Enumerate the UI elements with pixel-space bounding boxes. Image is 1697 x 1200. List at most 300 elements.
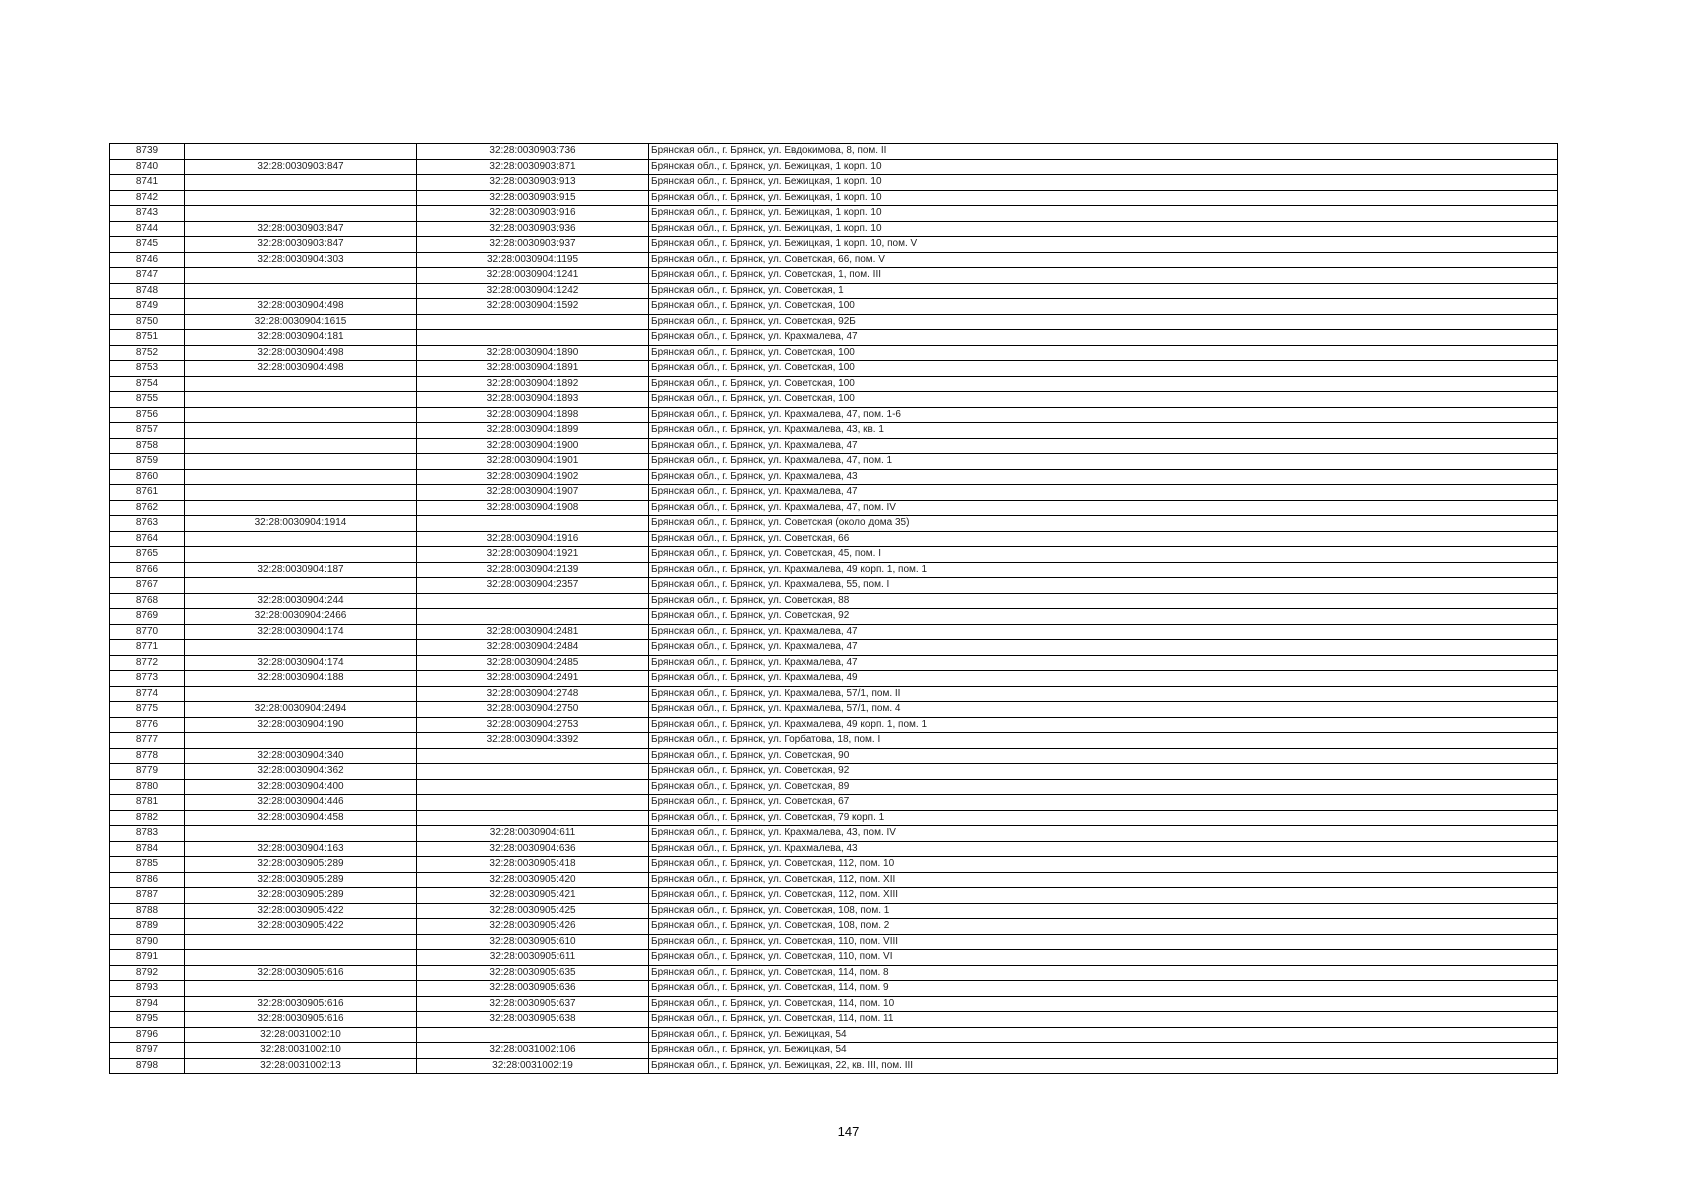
cadastral-number-cell: 32:28:0030905:610 bbox=[417, 934, 649, 950]
cadastral-number-cell: 32:28:0030903:936 bbox=[417, 221, 649, 237]
table-row bbox=[110, 361, 1558, 377]
row-number-cell: 8742 bbox=[110, 190, 185, 206]
address-cell: Брянская обл., г. Брянск, ул. Крахмалева, 47 bbox=[649, 640, 1558, 656]
address-cell: Брянская обл., г. Брянск, ул. Крахмалева, 47 bbox=[649, 330, 1558, 346]
address-cell: Брянская обл., г. Брянск, ул. Бежицкая, 1 корп. 10 bbox=[649, 221, 1558, 237]
cadastral-number-cell: 32:28:0030904:1901 bbox=[417, 454, 649, 470]
row-number-cell: 8754 bbox=[110, 376, 185, 392]
cadastral-number-cell: 32:28:0030903:871 bbox=[417, 159, 649, 175]
cadastral-number-cell: 32:28:0030903:915 bbox=[417, 190, 649, 206]
cadastral-number-cell: 32:28:0030905:638 bbox=[417, 1012, 649, 1028]
table-row bbox=[110, 547, 1558, 563]
address-cell: Брянская обл., г. Брянск, ул. Советская, 110, пом. VIII bbox=[649, 934, 1558, 950]
address-cell: Брянская обл., г. Брянск, ул. Советская, 92 bbox=[649, 764, 1558, 780]
address-cell: Брянская обл., г. Брянск, ул. Советская, 108, пом. 2 bbox=[649, 919, 1558, 935]
parent-cadastral-number-cell: 32:28:0030905:289 bbox=[185, 872, 417, 888]
cadastral-number-cell bbox=[417, 748, 649, 764]
row-number-cell: 8740 bbox=[110, 159, 185, 175]
parent-cadastral-number-cell: 32:28:0030904:244 bbox=[185, 593, 417, 609]
row-number-cell: 8794 bbox=[110, 996, 185, 1012]
cadastral-number-cell: 32:28:0030905:426 bbox=[417, 919, 649, 935]
parent-cadastral-number-cell bbox=[185, 144, 417, 160]
cadastral-number-cell bbox=[417, 795, 649, 811]
address-cell: Брянская обл., г. Брянск, ул. Советская (около дома 35) bbox=[649, 516, 1558, 532]
address-cell: Брянская обл., г. Брянск, ул. Крахмалева, 47 bbox=[649, 438, 1558, 454]
address-cell: Брянская обл., г. Брянск, ул. Бежицкая, 1 корп. 10 bbox=[649, 190, 1558, 206]
address-cell: Брянская обл., г. Брянск, ул. Советская, 112, пом. XII bbox=[649, 872, 1558, 888]
cadastral-number-cell: 32:28:0030904:1242 bbox=[417, 283, 649, 299]
table-row bbox=[110, 872, 1558, 888]
address-cell: Брянская обл., г. Брянск, ул. Крахмалева, 47, пом. 1 bbox=[649, 454, 1558, 470]
cadastral-number-cell bbox=[417, 516, 649, 532]
cadastral-number-cell: 32:28:0030903:937 bbox=[417, 237, 649, 253]
parent-cadastral-number-cell: 32:28:0030904:1914 bbox=[185, 516, 417, 532]
address-cell: Брянская обл., г. Брянск, ул. Крахмалева, 47 bbox=[649, 485, 1558, 501]
cadastral-number-cell: 32:28:0030904:2485 bbox=[417, 655, 649, 671]
page-number: 147 bbox=[837, 1124, 860, 1139]
parent-cadastral-number-cell: 32:28:0030904:188 bbox=[185, 671, 417, 687]
address-cell: Брянская обл., г. Брянск, ул. Бежицкая, 1 корп. 10 bbox=[649, 175, 1558, 191]
row-number-cell: 8768 bbox=[110, 593, 185, 609]
address-cell: Брянская обл., г. Брянск, ул. Советская, 1, пом. III bbox=[649, 268, 1558, 284]
row-number-cell: 8762 bbox=[110, 500, 185, 516]
row-number-cell: 8765 bbox=[110, 547, 185, 563]
table-row bbox=[110, 795, 1558, 811]
parent-cadastral-number-cell: 32:28:0030905:616 bbox=[185, 1012, 417, 1028]
table-row bbox=[110, 268, 1558, 284]
table-row bbox=[110, 996, 1558, 1012]
row-number-cell: 8771 bbox=[110, 640, 185, 656]
table-row bbox=[110, 237, 1558, 253]
parent-cadastral-number-cell: 32:28:0030903:847 bbox=[185, 159, 417, 175]
row-number-cell: 8753 bbox=[110, 361, 185, 377]
address-cell: Брянская обл., г. Брянск, ул. Крахмалева, 47, пом. 1-6 bbox=[649, 407, 1558, 423]
table-row bbox=[110, 144, 1558, 160]
parent-cadastral-number-cell bbox=[185, 640, 417, 656]
cadastral-number-cell: 32:28:0031002:19 bbox=[417, 1058, 649, 1074]
table-row bbox=[110, 190, 1558, 206]
cadastral-number-cell: 32:28:0030905:635 bbox=[417, 965, 649, 981]
parent-cadastral-number-cell: 32:28:0030904:1615 bbox=[185, 314, 417, 330]
table-row bbox=[110, 903, 1558, 919]
table-row bbox=[110, 981, 1558, 997]
parent-cadastral-number-cell: 32:28:0030905:616 bbox=[185, 996, 417, 1012]
row-number-cell: 8744 bbox=[110, 221, 185, 237]
parent-cadastral-number-cell bbox=[185, 392, 417, 408]
address-cell: Брянская обл., г. Брянск, ул. Советская, 1 bbox=[649, 283, 1558, 299]
cadastral-number-cell bbox=[417, 810, 649, 826]
parent-cadastral-number-cell: 32:28:0030905:289 bbox=[185, 857, 417, 873]
row-number-cell: 8761 bbox=[110, 485, 185, 501]
cadastral-number-cell: 32:28:0030904:1891 bbox=[417, 361, 649, 377]
cadastral-number-cell: 32:28:0030904:1908 bbox=[417, 500, 649, 516]
address-cell: Брянская обл., г. Брянск, ул. Крахмалева, 43 bbox=[649, 469, 1558, 485]
row-number-cell: 8776 bbox=[110, 717, 185, 733]
address-cell: Брянская обл., г. Брянск, ул. Бежицкая, 22, кв. III, пом. III bbox=[649, 1058, 1558, 1074]
address-cell: Брянская обл., г. Брянск, ул. Советская, 88 bbox=[649, 593, 1558, 609]
table-row bbox=[110, 438, 1558, 454]
row-number-cell: 8782 bbox=[110, 810, 185, 826]
row-number-cell: 8741 bbox=[110, 175, 185, 191]
cadastral-number-cell: 32:28:0030904:1898 bbox=[417, 407, 649, 423]
table-row bbox=[110, 330, 1558, 346]
cadastral-number-cell: 32:28:0030904:3392 bbox=[417, 733, 649, 749]
row-number-cell: 8787 bbox=[110, 888, 185, 904]
table-row bbox=[110, 609, 1558, 625]
row-number-cell: 8779 bbox=[110, 764, 185, 780]
address-cell: Брянская обл., г. Брянск, ул. Советская, 92Б bbox=[649, 314, 1558, 330]
table-row bbox=[110, 1058, 1558, 1074]
row-number-cell: 8785 bbox=[110, 857, 185, 873]
cadastral-number-cell: 32:28:0030904:611 bbox=[417, 826, 649, 842]
row-number-cell: 8773 bbox=[110, 671, 185, 687]
address-cell: Брянская обл., г. Брянск, ул. Крахмалева, 49 корп. 1, пом. 1 bbox=[649, 562, 1558, 578]
parent-cadastral-number-cell bbox=[185, 826, 417, 842]
cadastral-number-cell: 32:28:0030903:913 bbox=[417, 175, 649, 191]
cadastral-number-cell: 32:28:0030904:2750 bbox=[417, 702, 649, 718]
cadastral-number-cell: 32:28:0030904:1893 bbox=[417, 392, 649, 408]
address-cell: Брянская обл., г. Брянск, ул. Крахмалева, 57/1, пом. II bbox=[649, 686, 1558, 702]
row-number-cell: 8750 bbox=[110, 314, 185, 330]
row-number-cell: 8760 bbox=[110, 469, 185, 485]
parent-cadastral-number-cell: 32:28:0030904:174 bbox=[185, 655, 417, 671]
cadastral-number-cell: 32:28:0030903:736 bbox=[417, 144, 649, 160]
address-cell: Брянская обл., г. Брянск, ул. Бежицкая, 54 bbox=[649, 1027, 1558, 1043]
parent-cadastral-number-cell: 32:28:0030904:400 bbox=[185, 779, 417, 795]
table-row bbox=[110, 593, 1558, 609]
row-number-cell: 8793 bbox=[110, 981, 185, 997]
cadastral-number-cell: 32:28:0030905:418 bbox=[417, 857, 649, 873]
table-row bbox=[110, 624, 1558, 640]
cadastral-number-cell bbox=[417, 314, 649, 330]
table-row bbox=[110, 1012, 1558, 1028]
row-number-cell: 8769 bbox=[110, 609, 185, 625]
row-number-cell: 8788 bbox=[110, 903, 185, 919]
parent-cadastral-number-cell: 32:28:0030904:498 bbox=[185, 345, 417, 361]
address-cell: Брянская обл., г. Брянск, ул. Советская, 110, пом. VI bbox=[649, 950, 1558, 966]
cadastral-number-cell: 32:28:0030905:611 bbox=[417, 950, 649, 966]
address-cell: Брянская обл., г. Брянск, ул. Советская, 100 bbox=[649, 345, 1558, 361]
row-number-cell: 8796 bbox=[110, 1027, 185, 1043]
row-number-cell: 8759 bbox=[110, 454, 185, 470]
cadastral-number-cell: 32:28:0030904:1907 bbox=[417, 485, 649, 501]
address-cell: Брянская обл., г. Брянск, ул. Советская, 45, пом. I bbox=[649, 547, 1558, 563]
cadastral-number-cell: 32:28:0030903:916 bbox=[417, 206, 649, 222]
table-row bbox=[110, 578, 1558, 594]
cadastral-number-cell: 32:28:0030904:1890 bbox=[417, 345, 649, 361]
parent-cadastral-number-cell bbox=[185, 190, 417, 206]
parent-cadastral-number-cell bbox=[185, 733, 417, 749]
table-row bbox=[110, 810, 1558, 826]
cadastral-number-cell: 32:28:0030904:2481 bbox=[417, 624, 649, 640]
table-row bbox=[110, 748, 1558, 764]
table-row bbox=[110, 392, 1558, 408]
table-row bbox=[110, 934, 1558, 950]
address-cell: Брянская обл., г. Брянск, ул. Советская, 66 bbox=[649, 531, 1558, 547]
table-row bbox=[110, 655, 1558, 671]
parent-cadastral-number-cell: 32:28:0030904:174 bbox=[185, 624, 417, 640]
parent-cadastral-number-cell bbox=[185, 531, 417, 547]
address-cell: Брянская обл., г. Брянск, ул. Крахмалева, 47 bbox=[649, 655, 1558, 671]
address-cell: Брянская обл., г. Брянск, ул. Советская, 112, пом. XIII bbox=[649, 888, 1558, 904]
cadastral-number-cell: 32:28:0030905:421 bbox=[417, 888, 649, 904]
cadastral-number-cell: 32:28:0030904:1900 bbox=[417, 438, 649, 454]
cadastral-number-cell: 32:28:0031002:106 bbox=[417, 1043, 649, 1059]
row-number-cell: 8795 bbox=[110, 1012, 185, 1028]
row-number-cell: 8755 bbox=[110, 392, 185, 408]
parent-cadastral-number-cell: 32:28:0030905:422 bbox=[185, 903, 417, 919]
address-cell: Брянская обл., г. Брянск, ул. Советская, 89 bbox=[649, 779, 1558, 795]
table-row bbox=[110, 640, 1558, 656]
address-cell: Брянская обл., г. Брянск, ул. Советская, 100 bbox=[649, 392, 1558, 408]
row-number-cell: 8747 bbox=[110, 268, 185, 284]
table-row bbox=[110, 779, 1558, 795]
table-row bbox=[110, 733, 1558, 749]
table-row bbox=[110, 764, 1558, 780]
table-row bbox=[110, 717, 1558, 733]
cadastral-number-cell: 32:28:0030905:420 bbox=[417, 872, 649, 888]
parent-cadastral-number-cell bbox=[185, 981, 417, 997]
cadastral-number-cell: 32:28:0030904:1921 bbox=[417, 547, 649, 563]
table-row bbox=[110, 857, 1558, 873]
parent-cadastral-number-cell: 32:28:0031002:10 bbox=[185, 1027, 417, 1043]
address-cell: Брянская обл., г. Брянск, ул. Бежицкая, 54 bbox=[649, 1043, 1558, 1059]
registry-table-body bbox=[110, 144, 1558, 1074]
parent-cadastral-number-cell: 32:28:0030904:303 bbox=[185, 252, 417, 268]
cadastral-number-cell bbox=[417, 593, 649, 609]
address-cell: Брянская обл., г. Брянск, ул. Крахмалева, 57/1, пом. 4 bbox=[649, 702, 1558, 718]
table-row bbox=[110, 299, 1558, 315]
parent-cadastral-number-cell bbox=[185, 950, 417, 966]
table-row bbox=[110, 919, 1558, 935]
cadastral-number-cell: 32:28:0030904:2139 bbox=[417, 562, 649, 578]
table-row bbox=[110, 283, 1558, 299]
table-row bbox=[110, 221, 1558, 237]
table-row bbox=[110, 1043, 1558, 1059]
address-cell: Брянская обл., г. Брянск, ул. Советская, 66, пом. V bbox=[649, 252, 1558, 268]
address-cell: Брянская обл., г. Брянск, ул. Крахмалева, 49 корп. 1, пом. 1 bbox=[649, 717, 1558, 733]
cadastral-number-cell bbox=[417, 330, 649, 346]
parent-cadastral-number-cell: 32:28:0030904:187 bbox=[185, 562, 417, 578]
table-row bbox=[110, 826, 1558, 842]
address-cell: Брянская обл., г. Брянск, ул. Крахмалева, 49 bbox=[649, 671, 1558, 687]
table-row bbox=[110, 841, 1558, 857]
parent-cadastral-number-cell: 32:28:0030904:2466 bbox=[185, 609, 417, 625]
cadastral-number-cell: 32:28:0030905:637 bbox=[417, 996, 649, 1012]
address-cell: Брянская обл., г. Брянск, ул. Крахмалева, 43, пом. IV bbox=[649, 826, 1558, 842]
cadastral-number-cell: 32:28:0030904:1899 bbox=[417, 423, 649, 439]
parent-cadastral-number-cell bbox=[185, 686, 417, 702]
row-number-cell: 8792 bbox=[110, 965, 185, 981]
row-number-cell: 8791 bbox=[110, 950, 185, 966]
address-cell: Брянская обл., г. Брянск, ул. Советская, 100 bbox=[649, 299, 1558, 315]
address-cell: Брянская обл., г. Брянск, ул. Бежицкая, 1 корп. 10, пом. V bbox=[649, 237, 1558, 253]
parent-cadastral-number-cell: 32:28:0030904:181 bbox=[185, 330, 417, 346]
parent-cadastral-number-cell: 32:28:0031002:13 bbox=[185, 1058, 417, 1074]
cadastral-number-cell bbox=[417, 609, 649, 625]
cadastral-number-cell: 32:28:0030904:1195 bbox=[417, 252, 649, 268]
parent-cadastral-number-cell: 32:28:0030904:498 bbox=[185, 299, 417, 315]
address-cell: Брянская обл., г. Брянск, ул. Бежицкая, 1 корп. 10 bbox=[649, 159, 1558, 175]
table-row bbox=[110, 206, 1558, 222]
address-cell: Брянская обл., г. Брянск, ул. Евдокимова, 8, пом. II bbox=[649, 144, 1558, 160]
cadastral-number-cell: 32:28:0030905:636 bbox=[417, 981, 649, 997]
row-number-cell: 8778 bbox=[110, 748, 185, 764]
parent-cadastral-number-cell bbox=[185, 268, 417, 284]
row-number-cell: 8774 bbox=[110, 686, 185, 702]
row-number-cell: 8775 bbox=[110, 702, 185, 718]
parent-cadastral-number-cell bbox=[185, 547, 417, 563]
cadastral-number-cell: 32:28:0030904:636 bbox=[417, 841, 649, 857]
parent-cadastral-number-cell: 32:28:0031002:10 bbox=[185, 1043, 417, 1059]
cadastral-number-cell: 32:28:0030904:1902 bbox=[417, 469, 649, 485]
table-row bbox=[110, 888, 1558, 904]
parent-cadastral-number-cell: 32:28:0030905:289 bbox=[185, 888, 417, 904]
address-cell: Брянская обл., г. Брянск, ул. Советская, 114, пом. 8 bbox=[649, 965, 1558, 981]
row-number-cell: 8752 bbox=[110, 345, 185, 361]
table-row bbox=[110, 159, 1558, 175]
cadastral-number-cell: 32:28:0030904:2753 bbox=[417, 717, 649, 733]
cadastral-number-cell: 32:28:0030904:1916 bbox=[417, 531, 649, 547]
address-cell: Брянская обл., г. Брянск, ул. Советская, 67 bbox=[649, 795, 1558, 811]
parent-cadastral-number-cell bbox=[185, 500, 417, 516]
row-number-cell: 8781 bbox=[110, 795, 185, 811]
parent-cadastral-number-cell bbox=[185, 423, 417, 439]
parent-cadastral-number-cell: 32:28:0030905:422 bbox=[185, 919, 417, 935]
parent-cadastral-number-cell: 32:28:0030904:340 bbox=[185, 748, 417, 764]
row-number-cell: 8766 bbox=[110, 562, 185, 578]
row-number-cell: 8749 bbox=[110, 299, 185, 315]
cadastral-number-cell: 32:28:0030904:2491 bbox=[417, 671, 649, 687]
address-cell: Брянская обл., г. Брянск, ул. Советская, 100 bbox=[649, 361, 1558, 377]
address-cell: Брянская обл., г. Брянск, ул. Крахмалева, 43 bbox=[649, 841, 1558, 857]
address-cell: Брянская обл., г. Брянск, ул. Бежицкая, 1 корп. 10 bbox=[649, 206, 1558, 222]
table-row bbox=[110, 702, 1558, 718]
row-number-cell: 8786 bbox=[110, 872, 185, 888]
table-row bbox=[110, 407, 1558, 423]
row-number-cell: 8743 bbox=[110, 206, 185, 222]
row-number-cell: 8746 bbox=[110, 252, 185, 268]
table-row bbox=[110, 423, 1558, 439]
row-number-cell: 8797 bbox=[110, 1043, 185, 1059]
row-number-cell: 8751 bbox=[110, 330, 185, 346]
table-row bbox=[110, 485, 1558, 501]
address-cell: Брянская обл., г. Брянск, ул. Советская, 114, пом. 9 bbox=[649, 981, 1558, 997]
parent-cadastral-number-cell: 32:28:0030904:190 bbox=[185, 717, 417, 733]
table-row bbox=[110, 671, 1558, 687]
cadastral-number-cell bbox=[417, 764, 649, 780]
parent-cadastral-number-cell bbox=[185, 438, 417, 454]
row-number-cell: 8784 bbox=[110, 841, 185, 857]
registry-table bbox=[109, 143, 1558, 1074]
parent-cadastral-number-cell bbox=[185, 206, 417, 222]
row-number-cell: 8770 bbox=[110, 624, 185, 640]
parent-cadastral-number-cell: 32:28:0030904:458 bbox=[185, 810, 417, 826]
row-number-cell: 8763 bbox=[110, 516, 185, 532]
row-number-cell: 8777 bbox=[110, 733, 185, 749]
parent-cadastral-number-cell: 32:28:0030903:847 bbox=[185, 221, 417, 237]
row-number-cell: 8756 bbox=[110, 407, 185, 423]
row-number-cell: 8739 bbox=[110, 144, 185, 160]
table-row bbox=[110, 252, 1558, 268]
table-row bbox=[110, 376, 1558, 392]
table-row bbox=[110, 531, 1558, 547]
address-cell: Брянская обл., г. Брянск, ул. Советская, 114, пом. 10 bbox=[649, 996, 1558, 1012]
table-row bbox=[110, 314, 1558, 330]
row-number-cell: 8745 bbox=[110, 237, 185, 253]
row-number-cell: 8757 bbox=[110, 423, 185, 439]
row-number-cell: 8798 bbox=[110, 1058, 185, 1074]
row-number-cell: 8789 bbox=[110, 919, 185, 935]
parent-cadastral-number-cell bbox=[185, 175, 417, 191]
parent-cadastral-number-cell bbox=[185, 469, 417, 485]
cadastral-number-cell: 32:28:0030904:2357 bbox=[417, 578, 649, 594]
address-cell: Брянская обл., г. Брянск, ул. Советская, 114, пом. 11 bbox=[649, 1012, 1558, 1028]
address-cell: Брянская обл., г. Брянск, ул. Советская, 79 корп. 1 bbox=[649, 810, 1558, 826]
cadastral-number-cell: 32:28:0030904:1241 bbox=[417, 268, 649, 284]
parent-cadastral-number-cell bbox=[185, 934, 417, 950]
address-cell: Брянская обл., г. Брянск, ул. Крахмалева, 47, пом. IV bbox=[649, 500, 1558, 516]
table-row bbox=[110, 454, 1558, 470]
table-row bbox=[110, 345, 1558, 361]
row-number-cell: 8758 bbox=[110, 438, 185, 454]
table-row bbox=[110, 965, 1558, 981]
table-row bbox=[110, 516, 1558, 532]
parent-cadastral-number-cell bbox=[185, 485, 417, 501]
row-number-cell: 8790 bbox=[110, 934, 185, 950]
table-row bbox=[110, 950, 1558, 966]
parent-cadastral-number-cell bbox=[185, 407, 417, 423]
table-row bbox=[110, 175, 1558, 191]
cadastral-number-cell bbox=[417, 779, 649, 795]
row-number-cell: 8767 bbox=[110, 578, 185, 594]
parent-cadastral-number-cell bbox=[185, 376, 417, 392]
address-cell: Брянская обл., г. Брянск, ул. Крахмалева, 43, кв. 1 bbox=[649, 423, 1558, 439]
table-row bbox=[110, 562, 1558, 578]
address-cell: Брянская обл., г. Брянск, ул. Советская, 100 bbox=[649, 376, 1558, 392]
parent-cadastral-number-cell: 32:28:0030904:2494 bbox=[185, 702, 417, 718]
address-cell: Брянская обл., г. Брянск, ул. Крахмалева, 47 bbox=[649, 624, 1558, 640]
parent-cadastral-number-cell: 32:28:0030905:616 bbox=[185, 965, 417, 981]
cadastral-number-cell: 32:28:0030904:2748 bbox=[417, 686, 649, 702]
cadastral-number-cell: 32:28:0030904:1592 bbox=[417, 299, 649, 315]
parent-cadastral-number-cell: 32:28:0030903:847 bbox=[185, 237, 417, 253]
parent-cadastral-number-cell: 32:28:0030904:163 bbox=[185, 841, 417, 857]
parent-cadastral-number-cell bbox=[185, 578, 417, 594]
address-cell: Брянская обл., г. Брянск, ул. Советская, 90 bbox=[649, 748, 1558, 764]
table-row bbox=[110, 500, 1558, 516]
parent-cadastral-number-cell bbox=[185, 283, 417, 299]
parent-cadastral-number-cell: 32:28:0030904:362 bbox=[185, 764, 417, 780]
row-number-cell: 8783 bbox=[110, 826, 185, 842]
address-cell: Брянская обл., г. Брянск, ул. Советская, 108, пом. 1 bbox=[649, 903, 1558, 919]
address-cell: Брянская обл., г. Брянск, ул. Советская, 92 bbox=[649, 609, 1558, 625]
parent-cadastral-number-cell: 32:28:0030904:446 bbox=[185, 795, 417, 811]
address-cell: Брянская обл., г. Брянск, ул. Советская, 112, пом. 10 bbox=[649, 857, 1558, 873]
row-number-cell: 8780 bbox=[110, 779, 185, 795]
parent-cadastral-number-cell bbox=[185, 454, 417, 470]
row-number-cell: 8764 bbox=[110, 531, 185, 547]
cadastral-number-cell bbox=[417, 1027, 649, 1043]
cadastral-number-cell: 32:28:0030904:2484 bbox=[417, 640, 649, 656]
table-row bbox=[110, 469, 1558, 485]
row-number-cell: 8748 bbox=[110, 283, 185, 299]
parent-cadastral-number-cell: 32:28:0030904:498 bbox=[185, 361, 417, 377]
address-cell: Брянская обл., г. Брянск, ул. Горбатова, 18, пом. I bbox=[649, 733, 1558, 749]
address-cell: Брянская обл., г. Брянск, ул. Крахмалева, 55, пом. I bbox=[649, 578, 1558, 594]
table-row bbox=[110, 1027, 1558, 1043]
row-number-cell: 8772 bbox=[110, 655, 185, 671]
